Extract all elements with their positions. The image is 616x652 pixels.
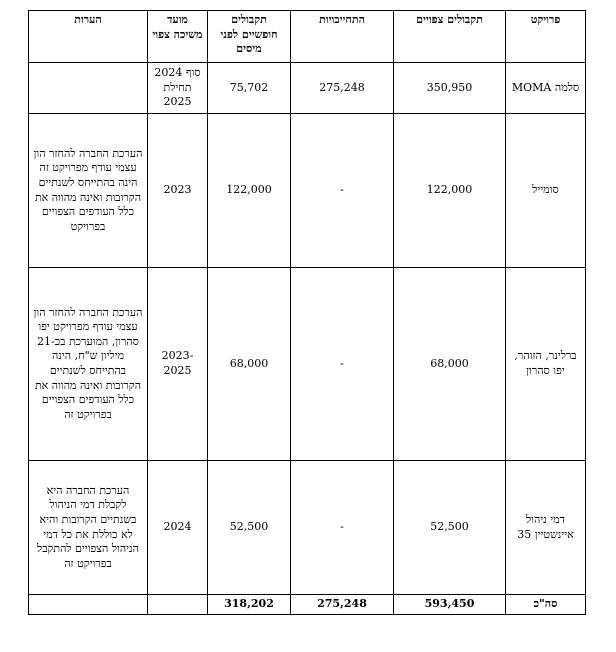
table-row (29, 461, 586, 595)
cell-commitments: - (291, 268, 394, 461)
header-expected-receipts: תקבולים צפויים (394, 11, 506, 63)
projects-table (28, 10, 586, 615)
total-expected-receipts: 593,450 (394, 595, 506, 615)
header-project: פרויקט (506, 11, 586, 63)
cell-commitments: - (291, 114, 394, 268)
header-row (29, 11, 586, 63)
cell-free-receipts: 68,000 (208, 268, 291, 461)
cell-expected-receipts: 122,000 (394, 114, 506, 268)
total-commitments: 275,248 (291, 595, 394, 615)
cell-project: דמי ניהול איינשטיין 35 (506, 461, 586, 595)
table-row (29, 63, 586, 114)
header-commitments: התחייבויות (291, 11, 394, 63)
cell-project: ברלינר, הזוהר, יפו סהרון (506, 268, 586, 461)
total-expected-withdrawal (148, 595, 208, 615)
cell-expected-withdrawal: 2023-2025 (148, 268, 208, 461)
cell-expected-receipts: 350,950 (394, 63, 506, 114)
cell-free-receipts: 75,702 (208, 63, 291, 114)
cell-notes (29, 63, 148, 114)
cell-expected-withdrawal: 2023 (148, 114, 208, 268)
cell-commitments: 275,248 (291, 63, 394, 114)
total-notes (29, 595, 148, 615)
cell-project: סלמה MOMA (506, 63, 586, 114)
cell-expected-withdrawal: 2024 (148, 461, 208, 595)
cell-project: סומייל (506, 114, 586, 268)
cell-notes: הערכת החברה להחזר הון עצמי עודף מפרויקט זה הינה בהתייחס לשנתיים הקרובות ואינה מהווה את כלל העודפים הצפויים בפרויקט (29, 114, 148, 268)
header-expected-withdrawal: מועד משיכה צפוי (148, 11, 208, 63)
cell-expected-receipts: 52,500 (394, 461, 506, 595)
total-free-receipts: 318,202 (208, 595, 291, 615)
cell-notes: הערכת החברה היא לקבלת דמי הניהול בשנתיים הקרובות והיא לא כוללת את כל דמי הניהול הצפויים להתקבל בפרויקט זה (29, 461, 148, 595)
cell-free-receipts: 52,500 (208, 461, 291, 595)
cell-notes: הערכת החברה להחזר הון עצמי עודף מפרויקט יפו סהרון, המוערכת בכ-21 מיליון ש"ח, הינה בהתייחס לשנתיים הקרובות ואינה מהווה את כלל העודפים הצפויים בפרויקט זה (29, 268, 148, 461)
header-free-receipts: תקבולים חופשיים לפני מיסים (208, 11, 291, 63)
cell-expected-receipts: 68,000 (394, 268, 506, 461)
table-row (29, 268, 586, 461)
table-row (29, 114, 586, 268)
cell-commitments: - (291, 461, 394, 595)
cell-free-receipts: 122,000 (208, 114, 291, 268)
total-row (29, 595, 586, 615)
cell-expected-withdrawal: סוף 2024 תחילת 2025 (148, 63, 208, 114)
header-notes: הערות (29, 11, 148, 63)
total-label: סה"כ (506, 595, 586, 615)
